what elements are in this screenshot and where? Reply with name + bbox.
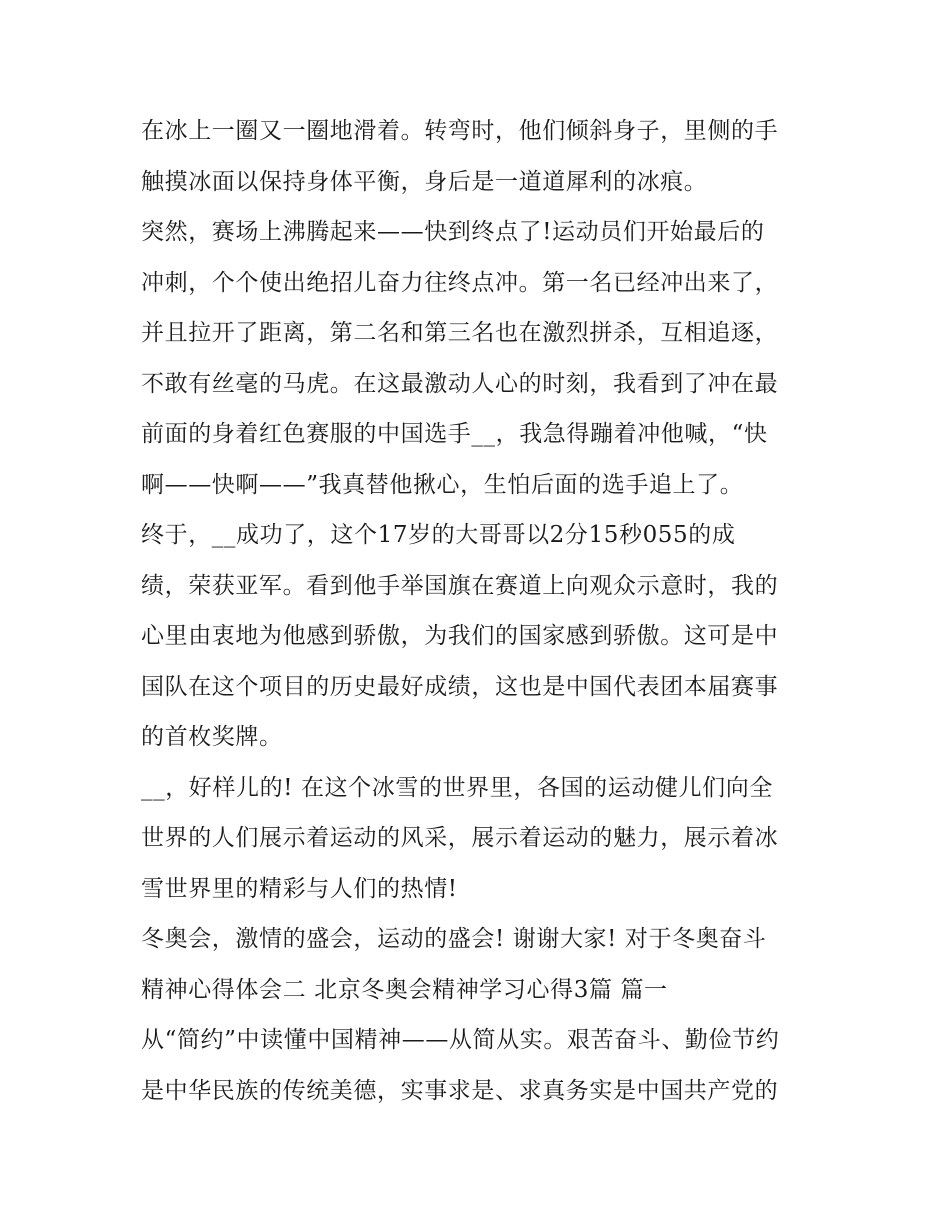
text-line: 冬奥会，激情的盛会，运动的盛会! 谢谢大家! 对于冬奥奋斗 (141, 926, 767, 952)
text-line: 突然，赛场上沸腾起来——快到终点了!运动员们开始最后的 (141, 219, 765, 245)
text-line: 从“简约”中读懂中国精神——从简从实。艰苦奋斗、勤俭节约 (141, 1027, 780, 1053)
text-line: 终于，__成功了，这个17岁的大哥哥以2分15秒055的成 (141, 522, 736, 548)
text-line: 在冰上一圈又一圈地滑着。转弯时，他们倾斜身子，里侧的手 (141, 118, 779, 144)
text-line: 世界的人们展示着运动的风采，展示着运动的魅力，展示着冰 (141, 825, 779, 851)
text-line: 雪世界里的精彩与人们的热情! (141, 876, 458, 902)
text-line: 国队在这个项目的历史最好成绩，这也是中国代表团本届赛事 (141, 674, 779, 700)
text-line: 精神心得体会二 北京冬奥会精神学习心得3篇 篇一 (141, 977, 668, 1003)
text-line: __，好样儿的! 在这个冰雪的世界里，各国的运动健儿们向全 (141, 775, 773, 801)
text-line: 不敢有丝毫的马虎。在这最激动人心的时刻，我看到了冲在最 (141, 371, 779, 397)
text-line: 心里由衷地为他感到骄傲，为我们的国家感到骄傲。这可是中 (141, 623, 779, 649)
text-line: 啊——快啊——”我真替他揪心，生怕后面的选手追上了。 (141, 472, 744, 498)
text-line: 并且拉开了距离，第二名和第三名也在激烈拼杀，互相追逐， (141, 320, 779, 346)
text-line: 绩，荣获亚军。看到他手举国旗在赛道上向观众示意时，我的 (141, 573, 779, 599)
text-line: 是中华民族的传统美德，实事求是、求真务实是中国共产党的 (141, 1078, 779, 1104)
text-line: 前面的身着红色赛服的中国选手__，我急得蹦着冲他喊，“快 (141, 421, 768, 447)
text-line: 的首枚奖牌。 (141, 724, 283, 750)
text-line: 冲刺，个个使出绝招儿奋力往终点冲。第一名已经冲出来了， (141, 270, 779, 296)
text-line: 触摸冰面以保持身体平衡，身后是一道道犀利的冰痕。 (141, 169, 708, 195)
